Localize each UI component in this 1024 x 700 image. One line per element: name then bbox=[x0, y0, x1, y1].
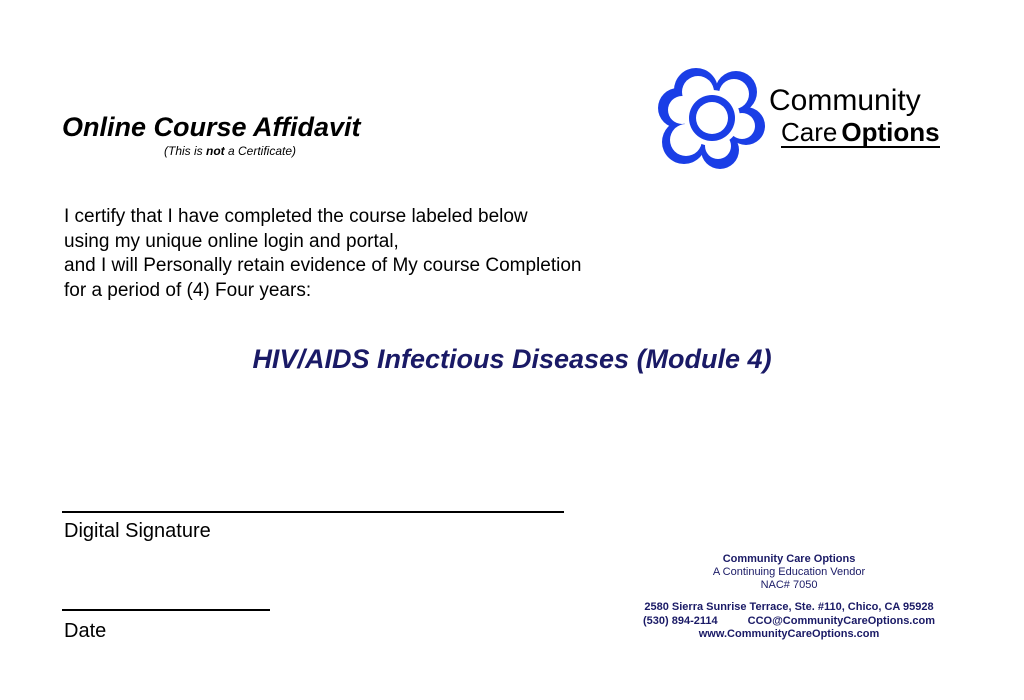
date-label: Date bbox=[64, 620, 107, 642]
certification-line: using my unique online login and portal, bbox=[64, 230, 399, 252]
vendor-phone-email bbox=[614, 615, 964, 629]
vendor-address: 2580 Sierra Sunrise Terrace, Ste. #110, Chico, CA 95928 bbox=[644, 601, 934, 613]
vendor-name: Community Care Options bbox=[722, 553, 856, 565]
date-line[interactable] bbox=[62, 609, 270, 611]
vendor-info bbox=[614, 553, 964, 592]
logo-text-care-options: Care Options bbox=[781, 117, 940, 147]
vendor-website[interactable]: www.CommunityCareOptions.com bbox=[698, 628, 880, 640]
course-name: HIV/AIDS Infectious Diseases (Module 4) bbox=[252, 344, 772, 374]
certification-line: I certify that I have completed the course labeled below bbox=[64, 206, 528, 227]
vendor-tagline: A Continuing Education Vendor bbox=[712, 566, 866, 578]
signature-line[interactable] bbox=[62, 511, 564, 513]
logo-text-community: Community bbox=[769, 84, 921, 117]
vendor-phone: (530) 894-2114 bbox=[643, 614, 718, 627]
document-subtitle: (This is not a Certificate) bbox=[164, 144, 297, 158]
signature-label: Digital Signature bbox=[64, 520, 211, 542]
vendor-contact bbox=[614, 601, 964, 642]
vendor-email[interactable]: CCO@CommunityCareOptions.com bbox=[747, 614, 935, 627]
document-title: Online Course Affidavit bbox=[62, 112, 361, 142]
vendor-nac: NAC# 7050 bbox=[760, 579, 818, 591]
certification-statement bbox=[64, 205, 581, 303]
community-care-options-logo-icon bbox=[654, 62, 770, 170]
certification-line: and I will Personally retain evidence of My course Completion bbox=[64, 255, 582, 276]
certification-line: for a period of (4) Four years: bbox=[64, 279, 312, 301]
